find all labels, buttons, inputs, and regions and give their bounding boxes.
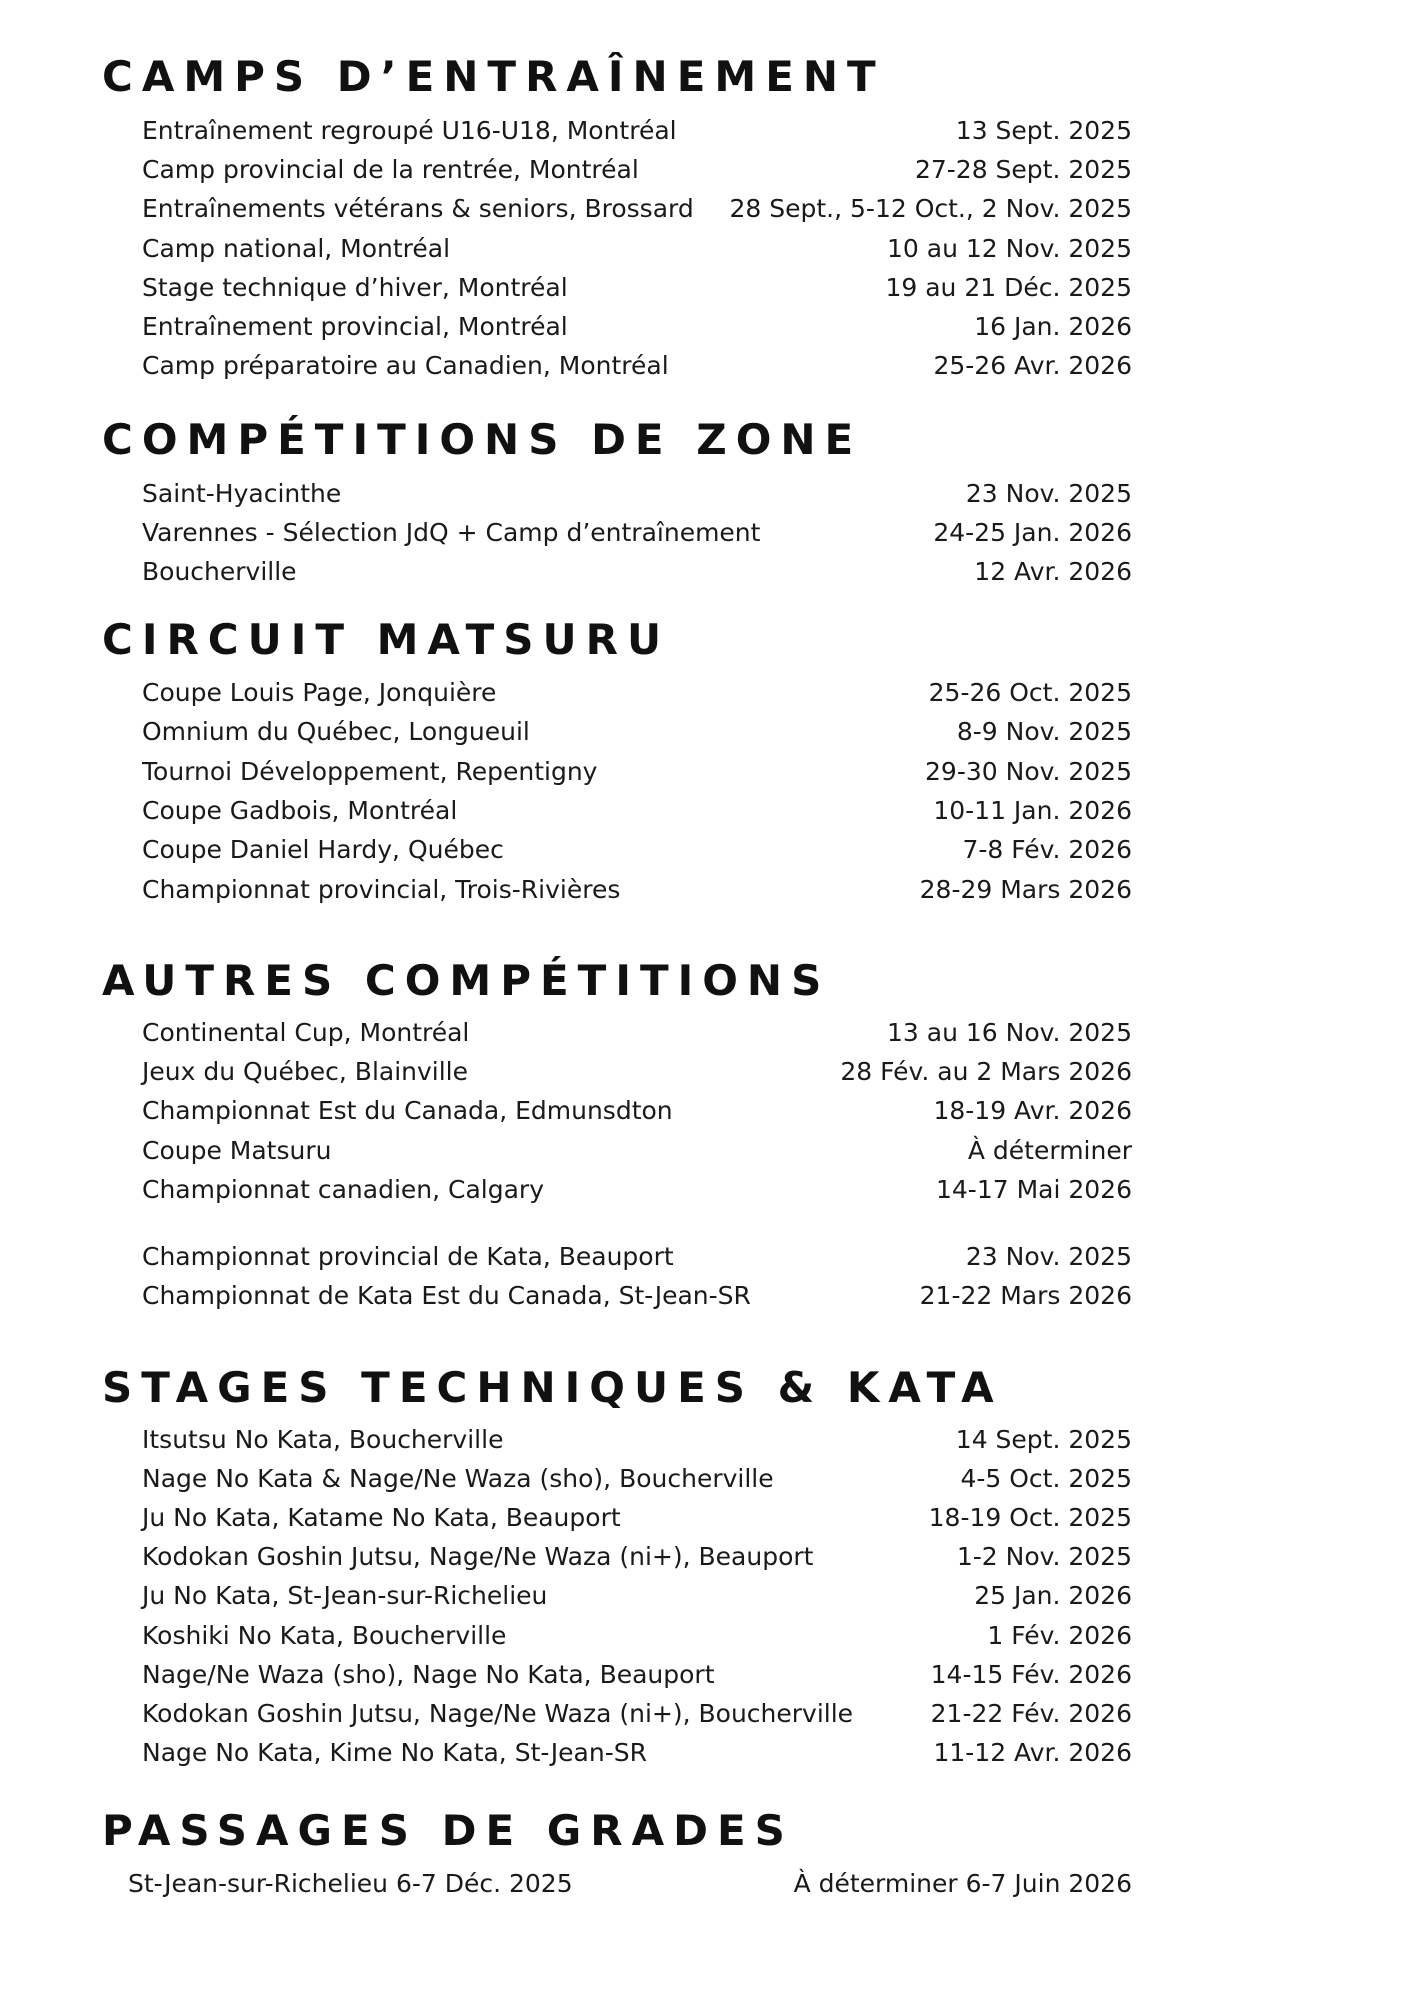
event-date: 18-19 Avr. 2026 [933,1096,1132,1125]
event-date: 24-25 Jan. 2026 [933,518,1132,547]
event-date: 16 Jan. 2026 [974,312,1132,341]
list-item [142,1420,1132,1460]
section-title-camps: CAMPS D’ENTRAÎNEMENT [102,52,885,101]
event-name: Entraînement provincial, Montréal [142,312,568,341]
event-date: 21-22 Fév. 2026 [930,1699,1132,1728]
event-name: Nage No Kata, Kime No Kata, St-Jean-SR [142,1738,647,1767]
list-item [142,1694,1132,1734]
list-item [142,752,1132,792]
event-name: Entraînement regroupé U16-U18, Montréal [142,116,677,145]
event-date: 14-15 Fév. 2026 [930,1660,1132,1689]
event-name: Varennes - Sélection JdQ + Camp d’entraînement [142,518,761,547]
event-date: 8-9 Nov. 2025 [956,717,1132,746]
list-item [142,1616,1132,1656]
event-date: 14-17 Mai 2026 [936,1175,1132,1204]
list-item [142,111,1132,151]
event-name: Camp préparatoire au Canadien, Montréal [142,351,669,380]
list-item [142,1276,1132,1316]
event-date: 28-29 Mars 2026 [919,875,1132,904]
event-name: Camp national, Montréal [142,234,451,263]
list-item [142,1170,1132,1210]
section-title-grades: PASSAGES DE GRADES [102,1806,794,1855]
list-item [142,1091,1132,1131]
event-date: 12 Avr. 2026 [974,557,1132,586]
list-item [142,830,1132,870]
list-item [142,1498,1132,1538]
list-item [142,1576,1132,1616]
list-item [142,712,1132,752]
event-name: Itsutsu No Kata, Boucherville [142,1425,504,1454]
event-name: Championnat provincial, Trois-Rivières [142,875,621,904]
event-date: 14 Sept. 2025 [955,1425,1132,1454]
list-item [142,474,1132,514]
event-name: Championnat de Kata Est du Canada, St-Jean-SR [142,1281,751,1310]
event-date: 27-28 Sept. 2025 [914,155,1132,184]
list-item [142,1733,1132,1773]
event-date: À déterminer [967,1136,1132,1165]
section-title-stages: STAGES TECHNIQUES & KATA [102,1363,1003,1412]
event-name: Ju No Kata, Katame No Kata, Beauport [142,1503,621,1532]
list-item [142,229,1132,269]
list-item [142,189,1132,229]
event-date: 25-26 Avr. 2026 [933,351,1132,380]
event-date: 4-5 Oct. 2025 [960,1464,1132,1493]
list-item [142,513,1132,553]
list-item [142,1052,1132,1092]
event-name: Coupe Gadbois, Montréal [142,796,458,825]
event-date: 7-8 Fév. 2026 [962,835,1132,864]
section-title-autres: AUTRES COMPÉTITIONS [102,956,831,1005]
event-name: Continental Cup, Montréal [142,1018,470,1047]
event-name: Omnium du Québec, Longueuil [142,717,530,746]
list-item [142,268,1132,308]
event-date: 1-2 Nov. 2025 [956,1542,1132,1571]
list-item [142,870,1132,910]
list-item [142,1131,1132,1171]
list-item [128,1864,1132,1904]
event-name: Kodokan Goshin Jutsu, Nage/Ne Waza (ni+), Boucherville [142,1699,854,1728]
event-date: 23 Nov. 2025 [965,1242,1132,1271]
event-date: 29-30 Nov. 2025 [925,757,1132,786]
event-date: 23 Nov. 2025 [965,479,1132,508]
event-name: Ju No Kata, St-Jean-sur-Richelieu [142,1581,548,1610]
list-item [142,1237,1132,1277]
event-date: 13 au 16 Nov. 2025 [887,1018,1132,1047]
list-item [142,150,1132,190]
event-name: Championnat Est du Canada, Edmunsdton [142,1096,673,1125]
event-name: Stage technique d’hiver, Montréal [142,273,568,302]
event-date: 21-22 Mars 2026 [919,1281,1132,1310]
list-item [142,1013,1132,1053]
event-name: Championnat provincial de Kata, Beauport [142,1242,674,1271]
event-date: 10-11 Jan. 2026 [933,796,1132,825]
event-name: Koshiki No Kata, Boucherville [142,1621,507,1650]
list-item [142,307,1132,347]
event-name: Nage No Kata & Nage/Ne Waza (sho), Boucherville [142,1464,774,1493]
event-date: 28 Fév. au 2 Mars 2026 [840,1057,1132,1086]
section-title-zone: COMPÉTITIONS DE ZONE [102,415,863,464]
event-name: Entraînements vétérans & seniors, Brossard [142,194,694,223]
list-item [142,791,1132,831]
event-date: 19 au 21 Déc. 2025 [885,273,1132,302]
list-item [142,552,1132,592]
event-name: Camp provincial de la rentrée, Montréal [142,155,639,184]
event-date: 25-26 Oct. 2025 [928,678,1132,707]
event-name: Coupe Daniel Hardy, Québec [142,835,504,864]
event-name: Coupe Matsuru [142,1136,332,1165]
list-item [142,673,1132,713]
event-name: Kodokan Goshin Jutsu, Nage/Ne Waza (ni+), Beauport [142,1542,814,1571]
event-date: 18-19 Oct. 2025 [928,1503,1132,1532]
event-date: 25 Jan. 2026 [974,1581,1132,1610]
list-item [142,1459,1132,1499]
event-date: 28 Sept., 5-12 Oct., 2 Nov. 2025 [729,194,1132,223]
list-item [142,346,1132,386]
event-name: Boucherville [142,557,297,586]
event-name: Tournoi Développement, Repentigny [142,757,598,786]
event-date: À déterminer 6-7 Juin 2026 [793,1869,1132,1898]
event-name: Saint-Hyacinthe [142,479,342,508]
event-name: St-Jean-sur-Richelieu 6-7 Déc. 2025 [128,1869,573,1898]
list-item [142,1655,1132,1695]
list-item [142,1537,1132,1577]
event-date: 11-12 Avr. 2026 [933,1738,1132,1767]
event-date: 10 au 12 Nov. 2025 [887,234,1132,263]
event-name: Jeux du Québec, Blainville [142,1057,469,1086]
event-name: Championnat canadien, Calgary [142,1175,544,1204]
event-date: 1 Fév. 2026 [987,1621,1132,1650]
event-name: Nage/Ne Waza (sho), Nage No Kata, Beauport [142,1660,715,1689]
section-title-matsuru: CIRCUIT MATSURU [102,615,671,664]
event-date: 13 Sept. 2025 [955,116,1132,145]
event-name: Coupe Louis Page, Jonquière [142,678,497,707]
